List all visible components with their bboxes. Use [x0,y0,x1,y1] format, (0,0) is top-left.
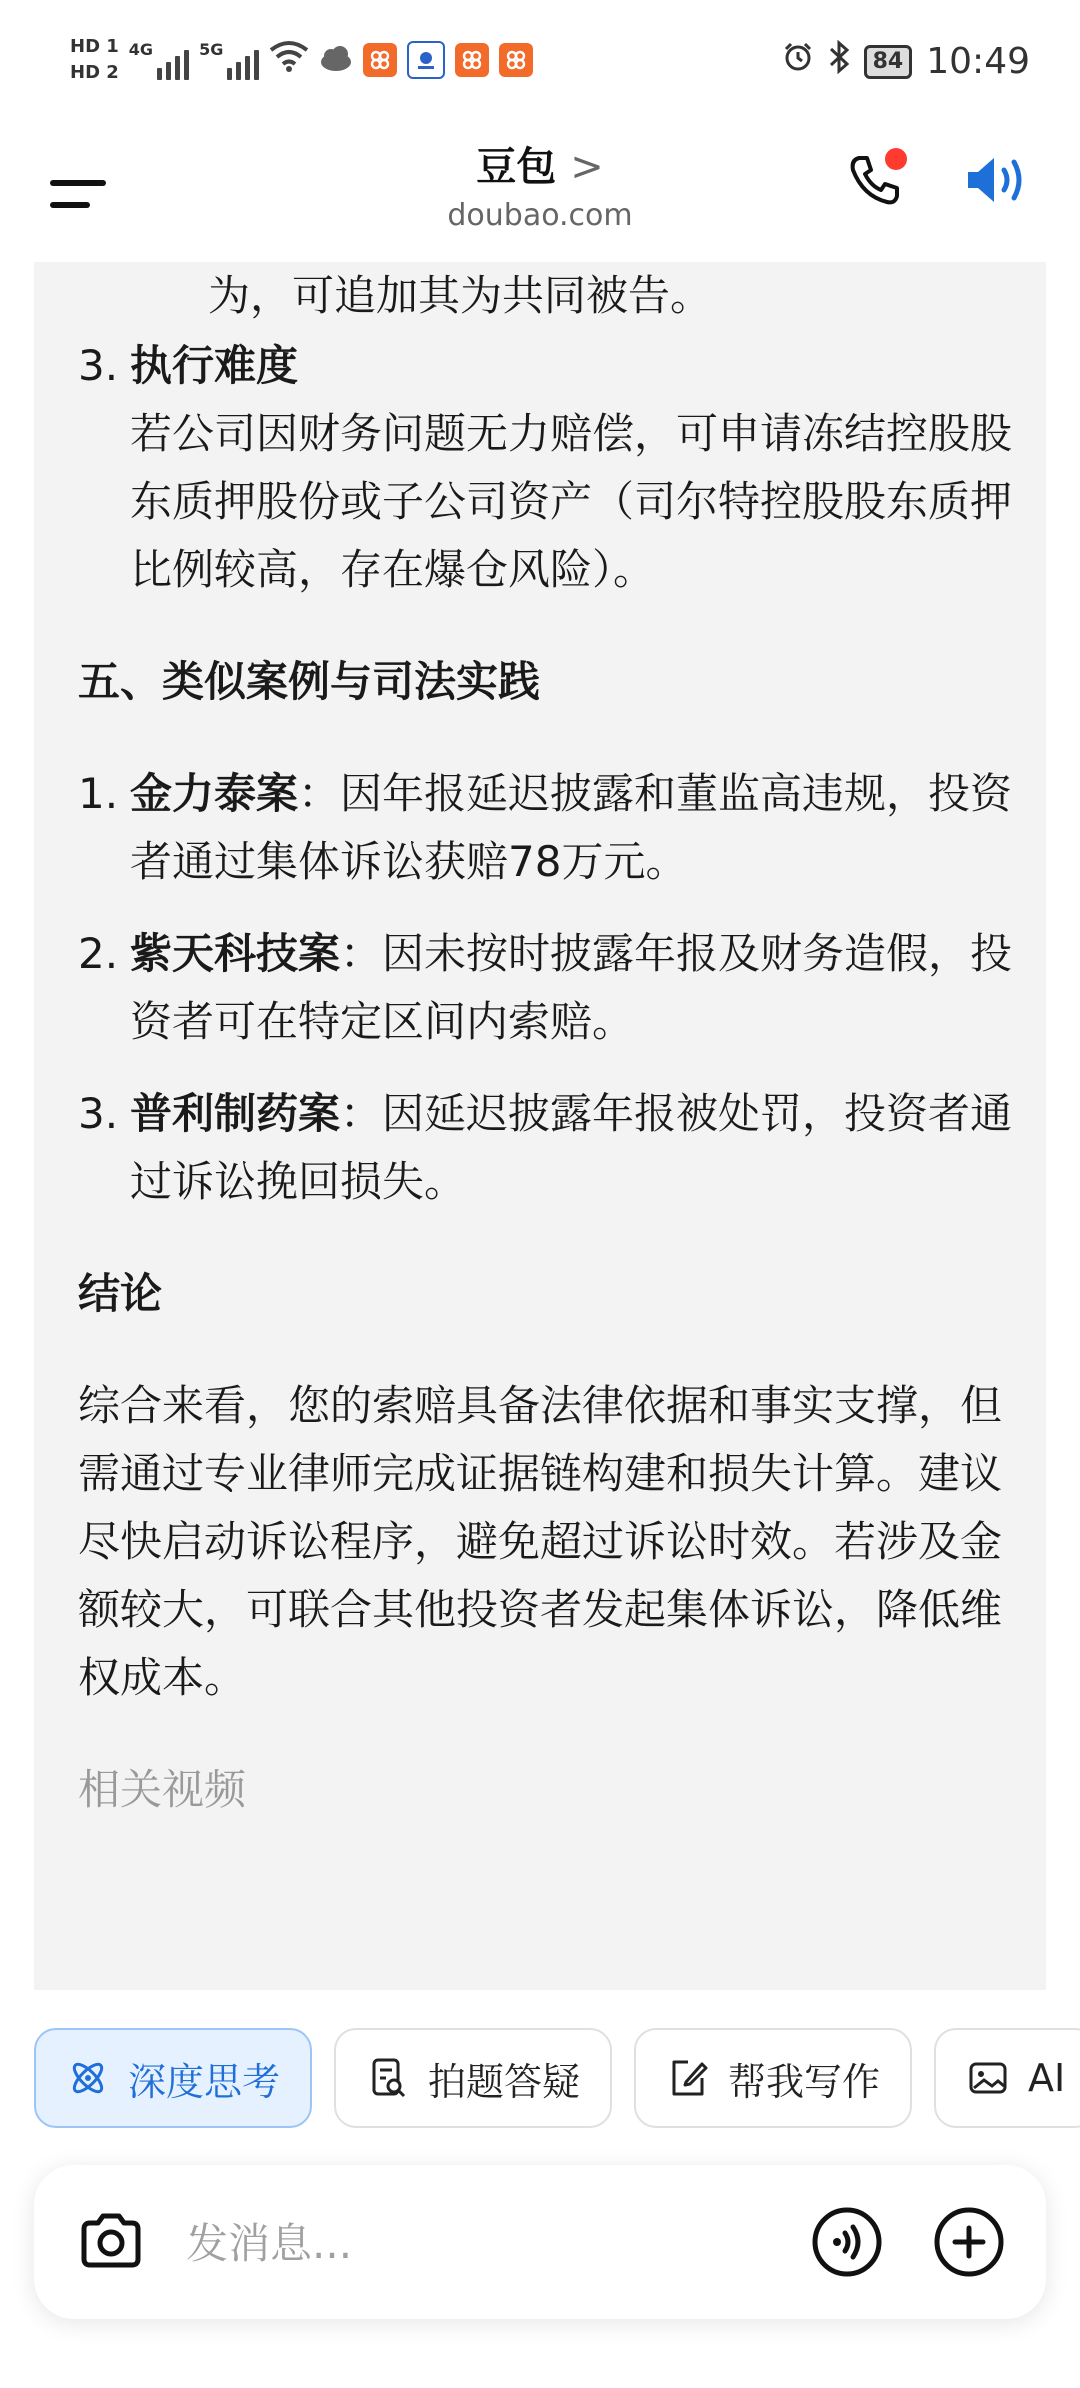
voice-wave-icon [810,2205,884,2279]
quick-action-bar [34,2028,1080,2132]
edit-icon [666,2056,710,2100]
speaker-icon [962,150,1032,210]
deep-thinking-chip[interactable] [34,2028,312,2128]
hd2-label: HD 2 [70,62,119,83]
message-input-bar [34,2165,1046,2319]
related-videos-label[interactable]: 相关视频 [78,1765,247,1814]
chip-label: AI [1028,2056,1066,2100]
help-write-chip[interactable] [634,2028,912,2128]
app-notification-icon-2 [455,43,489,77]
speaker-button[interactable] [962,150,1032,220]
status-left [70,36,533,84]
battery-level: 84 [864,45,913,79]
section-heading: 五、类似案例与司法实践 [78,657,541,706]
app-header [0,120,1080,270]
camera-button[interactable] [74,2205,148,2279]
continued-text: 为，可追加其为共同被告。 [208,271,713,320]
item-body: 若公司因财务问题无力赔偿，可申请冻结控股股东质押股份或子公司资产（司尔特控股股东质押比例较高，存在爆仓风险）。 [130,409,1013,594]
section-heading: 结论 [78,1269,163,1318]
notification-dot [885,148,907,170]
item-number: 3. [78,1089,119,1138]
add-attachment-button[interactable] [932,2205,1006,2279]
item-title: 执行难度 [130,341,299,390]
cloud-icon [319,44,353,76]
bluetooth-icon [828,40,850,83]
hd1-label: HD 1 [70,36,119,57]
list-item [78,332,1018,604]
signal-icon-1 [129,40,189,80]
status-right [782,40,1030,83]
signal1-label: 4G [128,40,154,59]
voice-input-button[interactable] [810,2205,884,2279]
hd-indicators [70,36,119,84]
message-content [78,262,1018,1824]
photo-question-chip[interactable] [334,2028,612,2128]
scan-doc-icon [366,2056,410,2100]
title-text: 豆包 [476,144,557,190]
status-bar [0,0,1080,120]
list-item [78,1080,1018,1216]
item-number: 1. [78,769,119,818]
chip-label: 拍题答疑 [428,2059,581,2104]
case-title: 金力泰案 [130,769,299,818]
list-item [78,760,1018,896]
plus-icon [932,2205,1006,2279]
clock: 10:49 [926,41,1030,82]
chip-label: 深度思考 [128,2059,281,2104]
atom-icon [66,2056,110,2100]
app-notification-icon-3 [499,43,533,77]
bank-app-icon [407,41,445,79]
assistant-message-card [34,262,1046,1990]
alarm-icon [782,41,814,82]
case-title: 普利制药案 [130,1089,341,1138]
case-body: ：因延迟披露年报被处罚，投资者通过诉讼挽回损失。 [130,1089,1013,1206]
case-body: ：因年报延迟披露和董监高违规，投资者通过集体诉讼获赔78万元。 [130,769,1013,886]
conclusion-paragraph: 综合来看，您的索赔具备法律依据和事实支撑，但需通过专业律师完成证据链构建和损失计算。建议尽快启动诉讼程序，避免超过诉讼时效。若涉及金额较大，可联合其他投资者发起集体诉讼，降低维权成本。 [78,1381,1003,1702]
page-title[interactable] [0,135,1080,192]
wifi-icon [269,40,309,80]
signal-icon-2 [199,40,259,80]
app-notification-icon [363,43,397,77]
ai-image-chip[interactable] [934,2028,1080,2128]
item-number: 3. [78,341,119,390]
item-number: 2. [78,929,119,978]
page-subtitle: doubao.com [447,198,633,233]
title-block[interactable] [0,135,1080,233]
camera-icon [74,2205,148,2279]
list-item [78,920,1018,1056]
chevron-right-icon: > [570,144,604,190]
message-input[interactable]: 发消息... [186,2219,353,2268]
signal2-label: 5G [199,40,224,59]
chip-label: 帮我写作 [728,2059,881,2104]
case-title: 紫天科技案 [130,929,341,978]
case-body: ：因未按时披露年报及财务造假，投资者可在特定区间内索赔。 [130,929,1013,1046]
image-icon [966,2056,1010,2100]
